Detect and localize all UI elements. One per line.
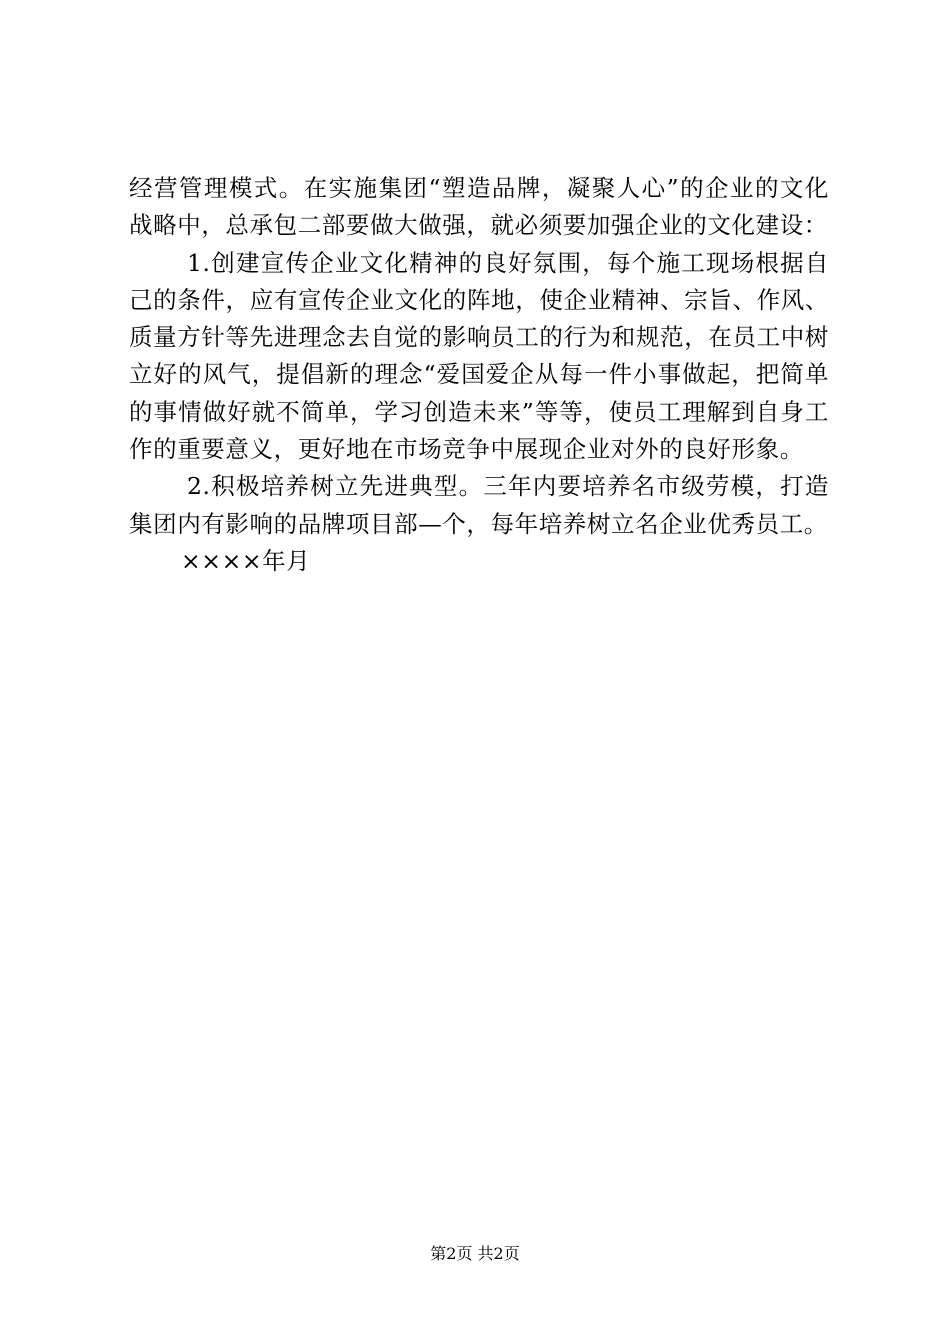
paragraph-item-1: 1.创建宣传企业文化精神的良好氛围，每个施工现场根据自己的条件，应有宣传企业文化的阵地，使企业精神、宗旨、作风、质量方针等先进理念去自觉的影响员工的行为和规范，在员工中树立好的风气，提倡新的理念“爱国爱企从每一件小事做起，把简单的事情做好就不简单，学习创造未来”等等，使员工理解到自身工作的重要意义，更好地在市场竞争中展现企业对外的良好形象。 [129,248,829,464]
paragraph-continuation: 经营管理模式。在实施集团“塑造品牌，凝聚人心”的企业的文化战略中，总承包二部要做大做强，就必须要加强企业的文化建设： [129,174,829,240]
document-body [129,170,829,580]
page-number-footer: 第2页 共2页 [430,1244,520,1263]
date-line: ××××年月 [181,546,311,575]
paragraph-item-2: 2.积极培养树立先进典型。三年内要培养名市级劳模，打造集团内有影响的品牌项目部—个，每年培养树立名企业优秀员工。 [129,472,829,538]
